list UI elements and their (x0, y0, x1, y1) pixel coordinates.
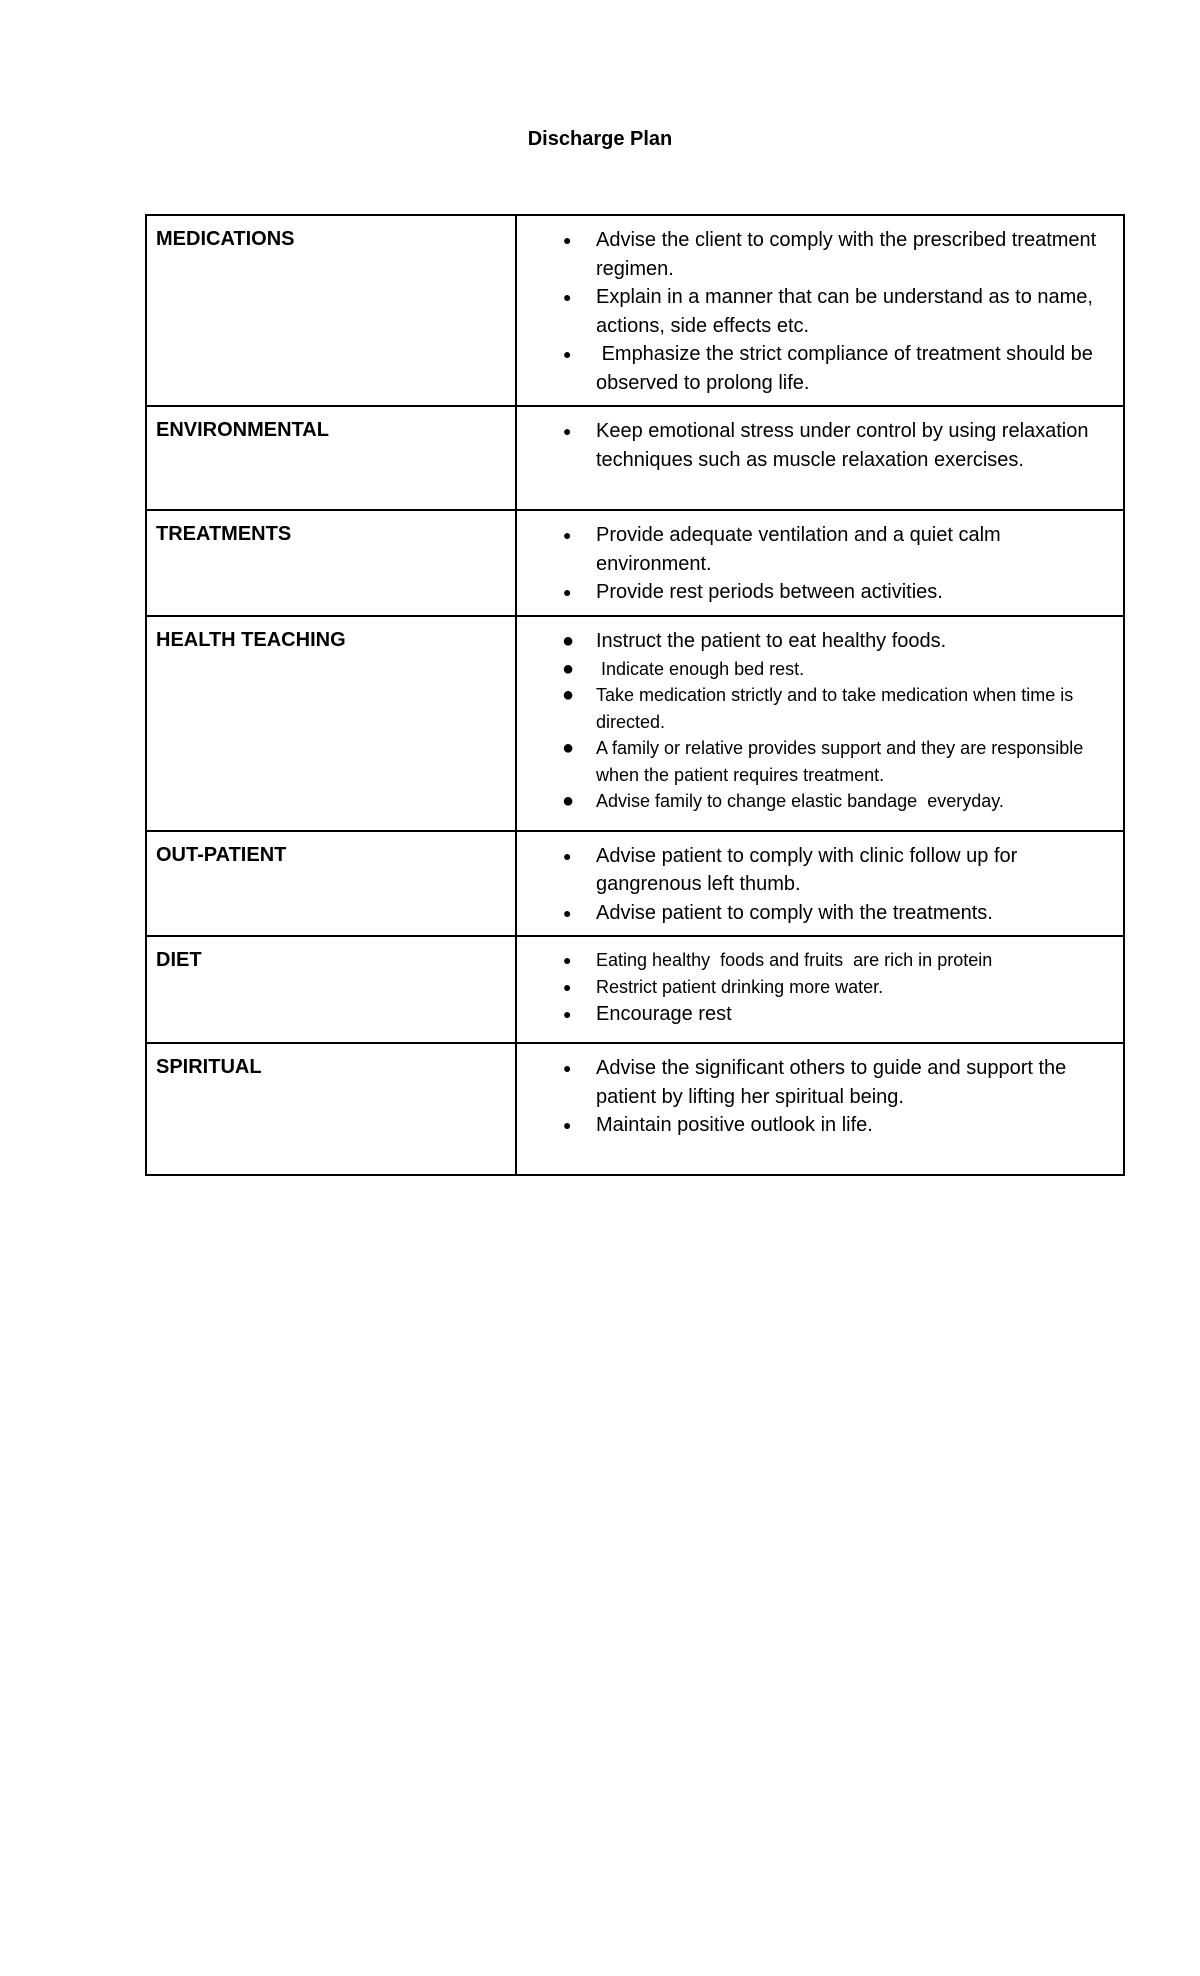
category-label: OUT-PATIENT (156, 843, 287, 866)
list-item: ● Restrict patient drinking more water. (526, 974, 1113, 1001)
list-item: ● Eating healthy foods and fruits are rich in protein (526, 947, 1113, 974)
list-item: ● Advise the client to comply with the prescribed treatment regimen. (526, 226, 1113, 283)
table-row-health-teaching (146, 616, 1124, 831)
page-title: Discharge Plan (527, 128, 673, 150)
items-cell (516, 616, 1124, 831)
items-cell (516, 1043, 1124, 1175)
list-item: ● Advise patient to comply with the treatments. (526, 899, 1113, 928)
category-label: HEALTH TEACHING (156, 628, 346, 651)
category-cell (146, 936, 516, 1043)
items-cell (516, 831, 1124, 937)
list-item: ● A family or relative provides support and they are responsible when the patient requires treatment. (526, 735, 1113, 788)
list-item: ● Instruct the patient to eat healthy foods. (526, 627, 1113, 656)
list-item: ● Explain in a manner that can be understand as to name, actions, side effects etc. (526, 283, 1113, 340)
category-label: DIET (156, 949, 202, 971)
items-cell (516, 510, 1124, 616)
category-label: ENVIRONMENTAL (156, 419, 329, 441)
item-list (526, 1054, 1113, 1140)
item-list (526, 627, 1113, 815)
item-list (526, 521, 1113, 607)
list-item: ● Keep emotional stress under control by using relaxation techniques such as muscle relaxation exercises. (526, 417, 1113, 474)
item-list (526, 417, 1113, 474)
category-cell (146, 406, 516, 510)
items-cell (516, 215, 1124, 406)
list-item: ● Provide rest periods between activities. (526, 578, 1113, 607)
items-cell (516, 936, 1124, 1043)
category-cell (146, 831, 516, 937)
items-cell (516, 406, 1124, 510)
item-list (526, 947, 1113, 1029)
category-cell (146, 616, 516, 831)
list-item: ● Advise family to change elastic bandage everyday. (526, 788, 1113, 815)
list-item: ● Encourage rest (526, 1000, 1113, 1029)
list-item: ● Emphasize the strict compliance of treatment should be observed to prolong life. (526, 340, 1113, 397)
category-label: TREATMENTS (156, 523, 292, 545)
item-list (526, 226, 1113, 397)
category-label: SPIRITUAL (156, 1056, 262, 1078)
table-row-spiritual (146, 1043, 1124, 1175)
category-cell (146, 510, 516, 616)
discharge-plan-table (145, 214, 1125, 1176)
category-label: MEDICATIONS (156, 228, 295, 250)
table-row-medications (146, 215, 1124, 406)
item-list (526, 842, 1113, 928)
list-item: ● Advise the significant others to guide and support the patient by lifting her spiritual being. (526, 1054, 1113, 1111)
list-item: ● Indicate enough bed rest. (526, 656, 1113, 683)
table-row-environmental (146, 406, 1124, 510)
table-row-out-patient (146, 831, 1124, 937)
category-cell (146, 215, 516, 406)
table-row-treatments (146, 510, 1124, 616)
list-item: ● Take medication strictly and to take medication when time is directed. (526, 682, 1113, 735)
list-item: ● Advise patient to comply with clinic follow up for gangrenous left thumb. (526, 842, 1113, 899)
category-cell (146, 1043, 516, 1175)
table-row-diet (146, 936, 1124, 1043)
list-item: ● Provide adequate ventilation and a quiet calm environment. (526, 521, 1113, 578)
list-item: ● Maintain positive outlook in life. (526, 1111, 1113, 1140)
